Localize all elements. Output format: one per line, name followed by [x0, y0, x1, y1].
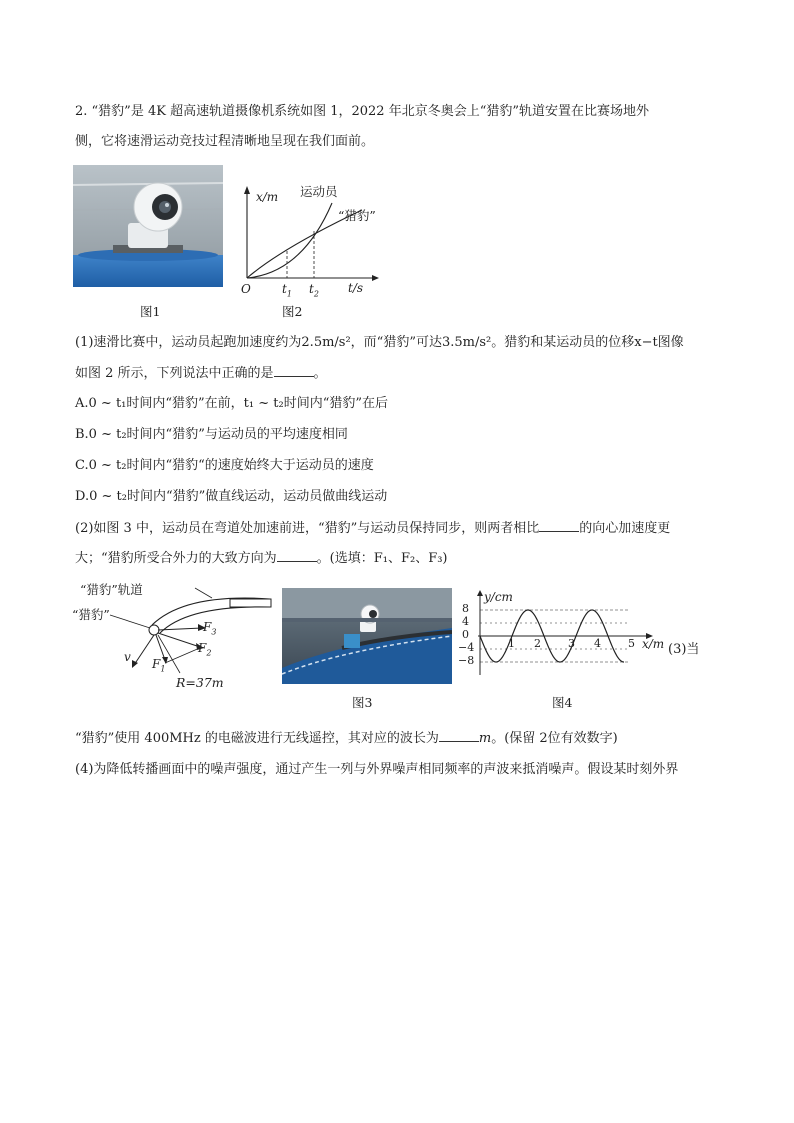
t2-subscript: 2	[313, 289, 319, 299]
part4-line1: (4)为降低转播画面中的噪声强度，通过产生一列与外界噪声相同频率的声波来抵消噪声。假设某时刻外界	[75, 762, 679, 777]
f3-symbol: F	[203, 620, 212, 634]
part1-line2-end: 。	[313, 366, 327, 381]
fig4-xtick-1: 1	[508, 637, 515, 650]
radius-label: R=37m	[176, 675, 224, 690]
fig2-x-axis-label: t/s	[348, 281, 364, 295]
part3-text-b: 。(保留 2位有效数字)	[491, 731, 618, 746]
figure1-camera-photo	[73, 165, 223, 287]
part1-line1: (1)速滑比赛中，运动员起跑加速度约为2.5m/s²，而“猎豹”可达3.5m/s²。猎豹和某运动员的位移x−t图像	[75, 335, 684, 350]
option-a: A.0 ~ t₁时间内“猎豹”在前，t₁ ~ t₂时间内“猎豹”在后	[75, 396, 388, 411]
fig2-athlete-label: 运动员	[300, 184, 338, 199]
fig2-t1	[282, 282, 292, 298]
track-force-diagram	[70, 575, 275, 695]
part1-line2-text: 如图 2 所示，下列说法中正确的是	[75, 366, 274, 381]
part2-line2-text-a: 大；“猎豹所受合外力的大致方向为	[75, 551, 277, 566]
option-c: C.0 ~ t₂时间内“猎豹“的速度始终大于运动员的速度	[75, 458, 374, 473]
f1-symbol: F	[152, 657, 161, 671]
part2-line1-text-b: 的向心加速度更	[579, 521, 671, 536]
option-d: D.0 ~ t₂时间内“猎豹”做直线运动，运动员做曲线运动	[75, 489, 388, 504]
figure4-caption: 图4	[552, 695, 573, 710]
fig4-ytick-8: 8	[462, 602, 469, 615]
part1-line2	[75, 364, 327, 383]
part3-start: (3)当	[668, 642, 700, 657]
cheetah-label: “猎豹”	[72, 607, 110, 622]
answer-blank-3[interactable]	[277, 549, 317, 562]
figure1-caption: 图1	[140, 304, 161, 319]
f2-symbol: F	[198, 641, 207, 655]
f3-subscript: 3	[211, 627, 217, 637]
part3-unit: m	[478, 731, 492, 746]
velocity-label: v	[124, 650, 131, 664]
part3-line	[75, 729, 618, 748]
figure2-caption: 图2	[282, 304, 303, 319]
figure2-xt-graph	[232, 178, 392, 300]
fig4-xtick-3: 3	[568, 637, 575, 650]
fig4-ytick-neg4: −4	[458, 641, 475, 654]
part2-line2-text-b: 。(选填：F₁、F₂、F₃)	[316, 551, 448, 566]
figure4-wave-graph	[458, 590, 668, 680]
f3-label	[203, 620, 216, 636]
question-stem-line2: 侧，它将速滑运动竞技过程清晰地呈现在我们面前。	[75, 134, 375, 149]
fig4-xtick-4: 4	[594, 637, 601, 650]
athlete-curve	[247, 203, 332, 278]
track-label: “猎豹”轨道	[80, 582, 143, 597]
question-stem-line1: 2. “猎豹”是 4K 超高速轨道摄像机系统如图 1，2022 年北京冬奥会上“猎豹”轨道安置在比赛场地外	[75, 104, 649, 119]
fig2-cheetah-label: “猎豹”	[338, 208, 376, 223]
f2-subscript: 2	[206, 648, 212, 658]
figure3-track-photo	[282, 588, 452, 684]
fig4-x-axis-label: x/m	[642, 637, 665, 651]
f1-label	[152, 657, 165, 673]
part2-line1-text-a: (2)如图 3 中，运动员在弯道处加速前进，“猎豹”与运动员保持同步，则两者相比	[75, 521, 540, 536]
figure3-caption: 图3	[352, 695, 373, 710]
fig4-ytick-neg8: −8	[458, 654, 475, 667]
fig4-y-axis-label: y/cm	[484, 590, 513, 604]
part3-text-a: “猎豹”使用 400MHz 的电磁波进行无线遥控，其对应的波长为	[75, 731, 439, 746]
t2-symbol: t	[309, 282, 314, 296]
part2-line2	[75, 549, 448, 568]
fig4-xtick-2: 2	[534, 637, 541, 650]
answer-blank-1[interactable]	[274, 364, 314, 377]
f2-label	[198, 641, 211, 657]
fig4-ytick-0: 0	[462, 628, 469, 641]
fig2-y-axis-label: x/m	[256, 190, 279, 204]
f1-subscript: 1	[160, 664, 166, 674]
fig4-xtick-5: 5	[628, 637, 635, 650]
t1-subscript: 1	[286, 289, 292, 299]
t1-symbol: t	[282, 282, 287, 296]
option-b: B.0 ~ t₂时间内“猎豹”与运动员的平均速度相同	[75, 427, 348, 442]
fig4-ytick-4: 4	[462, 615, 469, 628]
fig2-t2	[309, 282, 319, 298]
fig2-origin: O	[241, 282, 251, 296]
part2-line1	[75, 519, 670, 538]
answer-blank-4[interactable]	[439, 729, 479, 742]
answer-blank-2[interactable]	[539, 519, 579, 532]
